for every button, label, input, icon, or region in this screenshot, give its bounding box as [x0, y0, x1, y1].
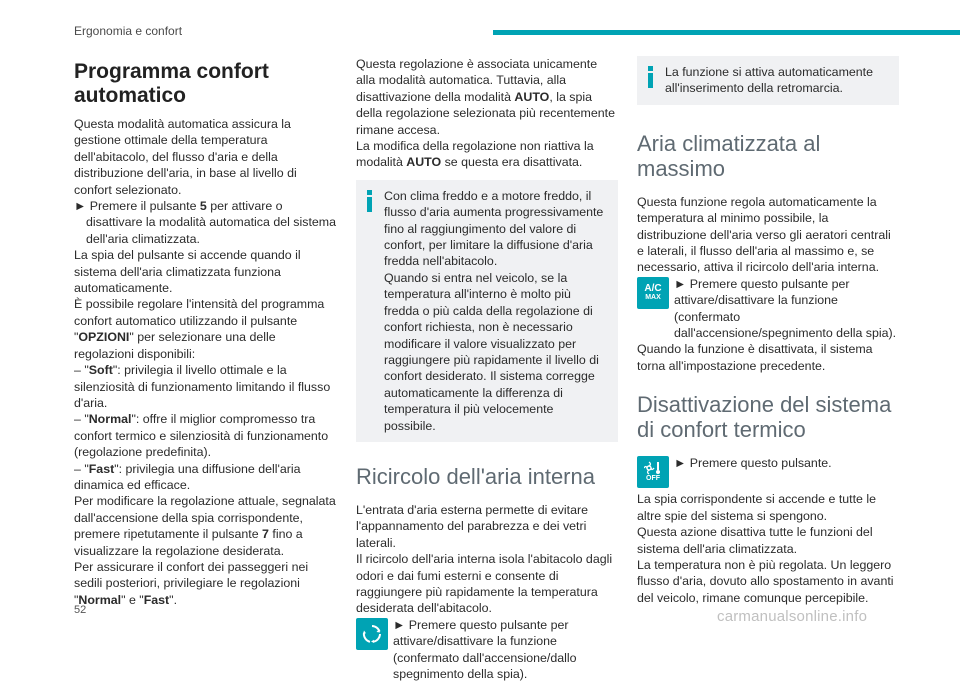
column-1: [74, 56, 336, 608]
info-box: [637, 56, 899, 105]
ac-max-icon: A/C MAX: [637, 277, 669, 309]
header-accent-bar: [493, 30, 960, 35]
paragraph: La spia del pulsante si accende quando il sistema dell'aria climatizzata funziona automaticamente.: [74, 248, 301, 296]
paragraph: Questa funzione regola automaticamente la temperatura al minimo possibile, la distribuzione dell'aria verso gli aeratori centrali e laterali, il flusso dell'aria al massimo e, se necessario, attiva il ricircolo dell'aria interna.: [637, 194, 891, 275]
info-text: Quando si entra nel veicolo, se la temperatura all'interno è molto più fredda o più calda della regolazione di confort richiesta, non è necessario modificare il valore visualizzato per raggiungere più rapidamente il livello di confort desiderato. Il sistema corregge automaticamente la differenza di temperatura il più velocemente possibile.: [384, 270, 599, 433]
paragraph: Quando la funzione è disattivata, il sistema torna all'impostazione precedente.: [637, 342, 873, 373]
section-title-ricircolo: Ricircolo dell'aria interna: [356, 463, 595, 489]
paragraph: Per assicurare il confort dei passeggeri nei sedili posteriori, privilegiare le regolazioni "Normal" e "Fast".: [74, 559, 309, 607]
info-box: [356, 180, 618, 442]
page-number: 52: [74, 604, 87, 616]
recirculation-instruction: [356, 617, 618, 682]
section-title-disattivazione: Disattivazione del sistema di confort termico: [637, 392, 892, 443]
option-soft: – "Soft": privilegia il livello ottimale e la silenziosità di funzionamento limitando il flusso d'aria.: [74, 363, 331, 410]
info-text: La funzione si attiva automaticamente all'inserimento della retromarcia.: [665, 65, 874, 96]
watermark: carmanualsonline.info: [717, 608, 868, 625]
paragraph: Questa azione disattiva tutte le funzioni del sistema dell'aria climatizzata.: [637, 525, 873, 556]
section-title-confort: Programma confort automatico: [74, 60, 269, 107]
ac-max-instruction: [637, 276, 899, 342]
paragraph: La temperatura non è più regolata. Un leggero flusso d'aria, dovuto allo spostamento in avanti del veicolo, rimane comunque percepibile.: [637, 557, 894, 605]
instruction: ► Premere questo pulsante per attivare/disattivare la funzione (confermato dall'accensione/dallo spegnimento della spia).: [393, 617, 577, 681]
paragraph: La modifica della regolazione non riattiva la modalità AUTO se questa era disattivata.: [356, 139, 594, 170]
column-2: [356, 56, 618, 682]
paragraph: Questa modalità automatica assicura la gestione ottimale della temperatura dell'abitacolo, del flusso d'aria e della distribuzione dell'aria, in base al livello di confort selezionato.: [74, 117, 297, 197]
off-instruction: [637, 455, 899, 491]
column-3: [637, 56, 899, 606]
instruction: ► Premere questo pulsante per attivare/disattivare la funzione (confermato dall'accensione/spegnimento della spia).: [674, 276, 897, 341]
instruction: ► Premere il pulsante 5 per attivare o disattivare la modalità automatica del sistema dell'aria climatizzata.: [74, 199, 336, 246]
recirculation-icon: [356, 618, 388, 650]
paragraph: La spia corrispondente si accende e tutte le altre spie del sistema si spengono.: [637, 492, 877, 523]
section-header: Ergonomia e confort: [74, 24, 183, 38]
section-title-aria-max: Aria climatizzata al massimo: [637, 130, 821, 181]
paragraph: Questa regolazione è associata unicamente alla modalità automatica. Tuttavia, alla disattivazione della modalità AUTO, la spia della regolazione selezionata più recentemente rimane accesa.: [356, 57, 615, 137]
info-icon: [648, 66, 653, 88]
paragraph: Il ricircolo dell'aria interna isola l'abitacolo dagli odori e dai fumi esterni e consente di raggiungere più rapidamente la temperatura desiderata dell'abitacolo.: [356, 552, 613, 616]
option-normal: – "Normal": offre il miglior compromesso tra confort termico e silenziosità di funzionamento (regolazione predefinita).: [74, 412, 329, 460]
info-text: Con clima freddo e a motore freddo, il flusso d'aria aumenta progressivamente fino al raggiungimento del valore di confort, per limitare la diffusione d'aria fredda nell'abitacolo.: [384, 188, 604, 269]
info-icon: [367, 190, 372, 212]
option-fast: – "Fast": privilegia una diffusione dell'aria dinamica ed efficace.: [74, 461, 301, 492]
paragraph: È possibile regolare l'intensità del programma confort automatico utilizzando il pulsante "OPZIONI" per selezionare una delle regolazioni disponibili:: [74, 297, 325, 361]
paragraph: Per modificare la regolazione attuale, segnalata dall'accensione della spia corrispondente, premere ripetutamente il pulsante 7 fino a visualizzare la regolazione desiderata.: [74, 494, 336, 558]
paragraph: L'entrata d'aria esterna permette di evitare l'appannamento del parabrezza e dei vetri laterali.: [356, 502, 589, 550]
instruction: ► Premere questo pulsante.: [674, 456, 832, 471]
fan-off-icon: OFF: [637, 456, 669, 488]
